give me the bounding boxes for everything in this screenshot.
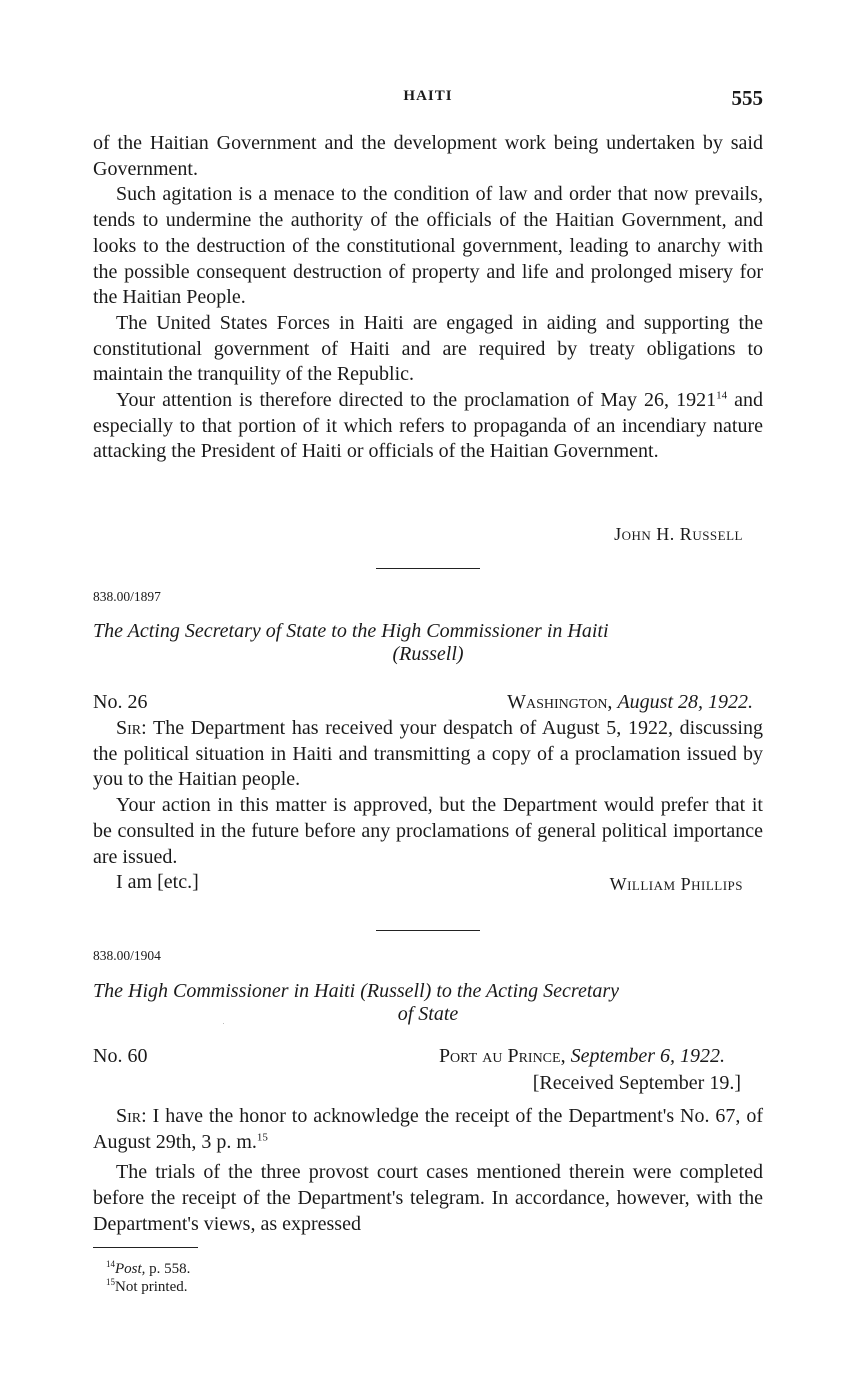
paragraph-text: Your attention is therefore directed to the proclamation of May 26, 1921 bbox=[116, 389, 717, 412]
footnote bbox=[106, 1279, 188, 1296]
paragraph: Such agitation is a menace to the condition of law and order that now prevails, tends to undermine the authority of the officials of the Haitian Government, and looks to the destruction of the constitutional government, leading to anarchy with the possible consequent destruction of property and life and prolonged misery for the Haitian People. bbox=[93, 183, 763, 309]
place-date bbox=[507, 691, 753, 714]
despatch-number: No. 60 bbox=[93, 1045, 148, 1067]
letter-body bbox=[93, 1104, 763, 1238]
date: September 6, 1922. bbox=[570, 1045, 725, 1067]
footnote-rule bbox=[93, 1247, 198, 1248]
title-line: of State bbox=[397, 1003, 459, 1025]
title-line: (Russell) bbox=[392, 643, 464, 665]
signature-phillips: William Phillips bbox=[609, 874, 743, 894]
paragraph: of the Haitian Government and the development work being undertaken by said Government. bbox=[93, 132, 763, 180]
footnote-reference: 14 bbox=[716, 389, 728, 402]
section-continuation bbox=[93, 131, 763, 465]
signature-russell: John H. Russell bbox=[614, 524, 743, 544]
place: Port au Prince, bbox=[438, 1045, 566, 1067]
salutation: Sir: bbox=[116, 717, 147, 739]
paragraph: The trials of the three provost court cases mentioned therein were completed before the receipt of the Department's telegram. In accordance, however, with the Department's views, as expressed bbox=[93, 1161, 763, 1235]
paragraph-text: The Department has received your despatch of August 5, 1922, discussing the political situation in Haiti and transmitting a copy of a proclamation issued by you to the Haitian people. bbox=[93, 717, 763, 791]
footnote-text: p. 558. bbox=[145, 1261, 191, 1277]
running-header-title: HAITI bbox=[403, 88, 453, 104]
footnote-mark: 15 bbox=[106, 1277, 115, 1287]
section-divider bbox=[376, 568, 480, 569]
paragraph bbox=[93, 388, 763, 465]
place-date bbox=[439, 1045, 725, 1068]
scan-speck bbox=[223, 1023, 224, 1024]
despatch-number: No. 26 bbox=[93, 691, 148, 713]
section-divider bbox=[376, 930, 480, 931]
footnote-reference: 15 bbox=[256, 1131, 268, 1144]
document-title bbox=[93, 980, 763, 1026]
paragraph bbox=[93, 716, 763, 793]
paragraph-text: I have the honor to acknowledge the receipt of the Department's No. 67, of August 29th, 3 p. m. bbox=[93, 1105, 763, 1153]
footnote-italic: Post, bbox=[115, 1261, 146, 1277]
paragraph-text: and especially to that portion of it which refers to propaganda of an incendiary nature attacking the President of Haiti or officials of the Haitian Government. bbox=[93, 389, 763, 463]
salutation: Sir: bbox=[116, 1105, 147, 1127]
title-line: The Acting Secretary of State to the High Commissioner in Haiti bbox=[93, 620, 609, 642]
file-number: 838.00/1904 bbox=[93, 948, 161, 963]
place: Washington, bbox=[507, 691, 613, 713]
footnote-text: Not printed. bbox=[115, 1279, 188, 1295]
file-number: 838.00/1897 bbox=[93, 589, 161, 604]
footnote bbox=[106, 1261, 190, 1278]
received-note: [Received September 19.] bbox=[532, 1072, 741, 1094]
date: August 28, 1922. bbox=[617, 691, 753, 713]
paragraph bbox=[93, 1104, 763, 1155]
document-title bbox=[93, 620, 763, 666]
page-number: 555 bbox=[731, 86, 763, 110]
title-line: The High Commissioner in Haiti (Russell) to the Acting Secretary bbox=[93, 980, 620, 1002]
footnote-mark: 14 bbox=[106, 1259, 115, 1269]
paragraph: The United States Forces in Haiti are engaged in aiding and supporting the constitutional government of Haiti and are required by treaty obligations to maintain the tranquility of the Republic. bbox=[93, 311, 763, 386]
paragraph: Your action in this matter is approved, but the Department would prefer that it be consulted in the future before any proclamations of general political importance are issued. bbox=[93, 794, 763, 868]
letter-body bbox=[93, 716, 763, 896]
closing: I am [etc.] bbox=[116, 871, 199, 894]
